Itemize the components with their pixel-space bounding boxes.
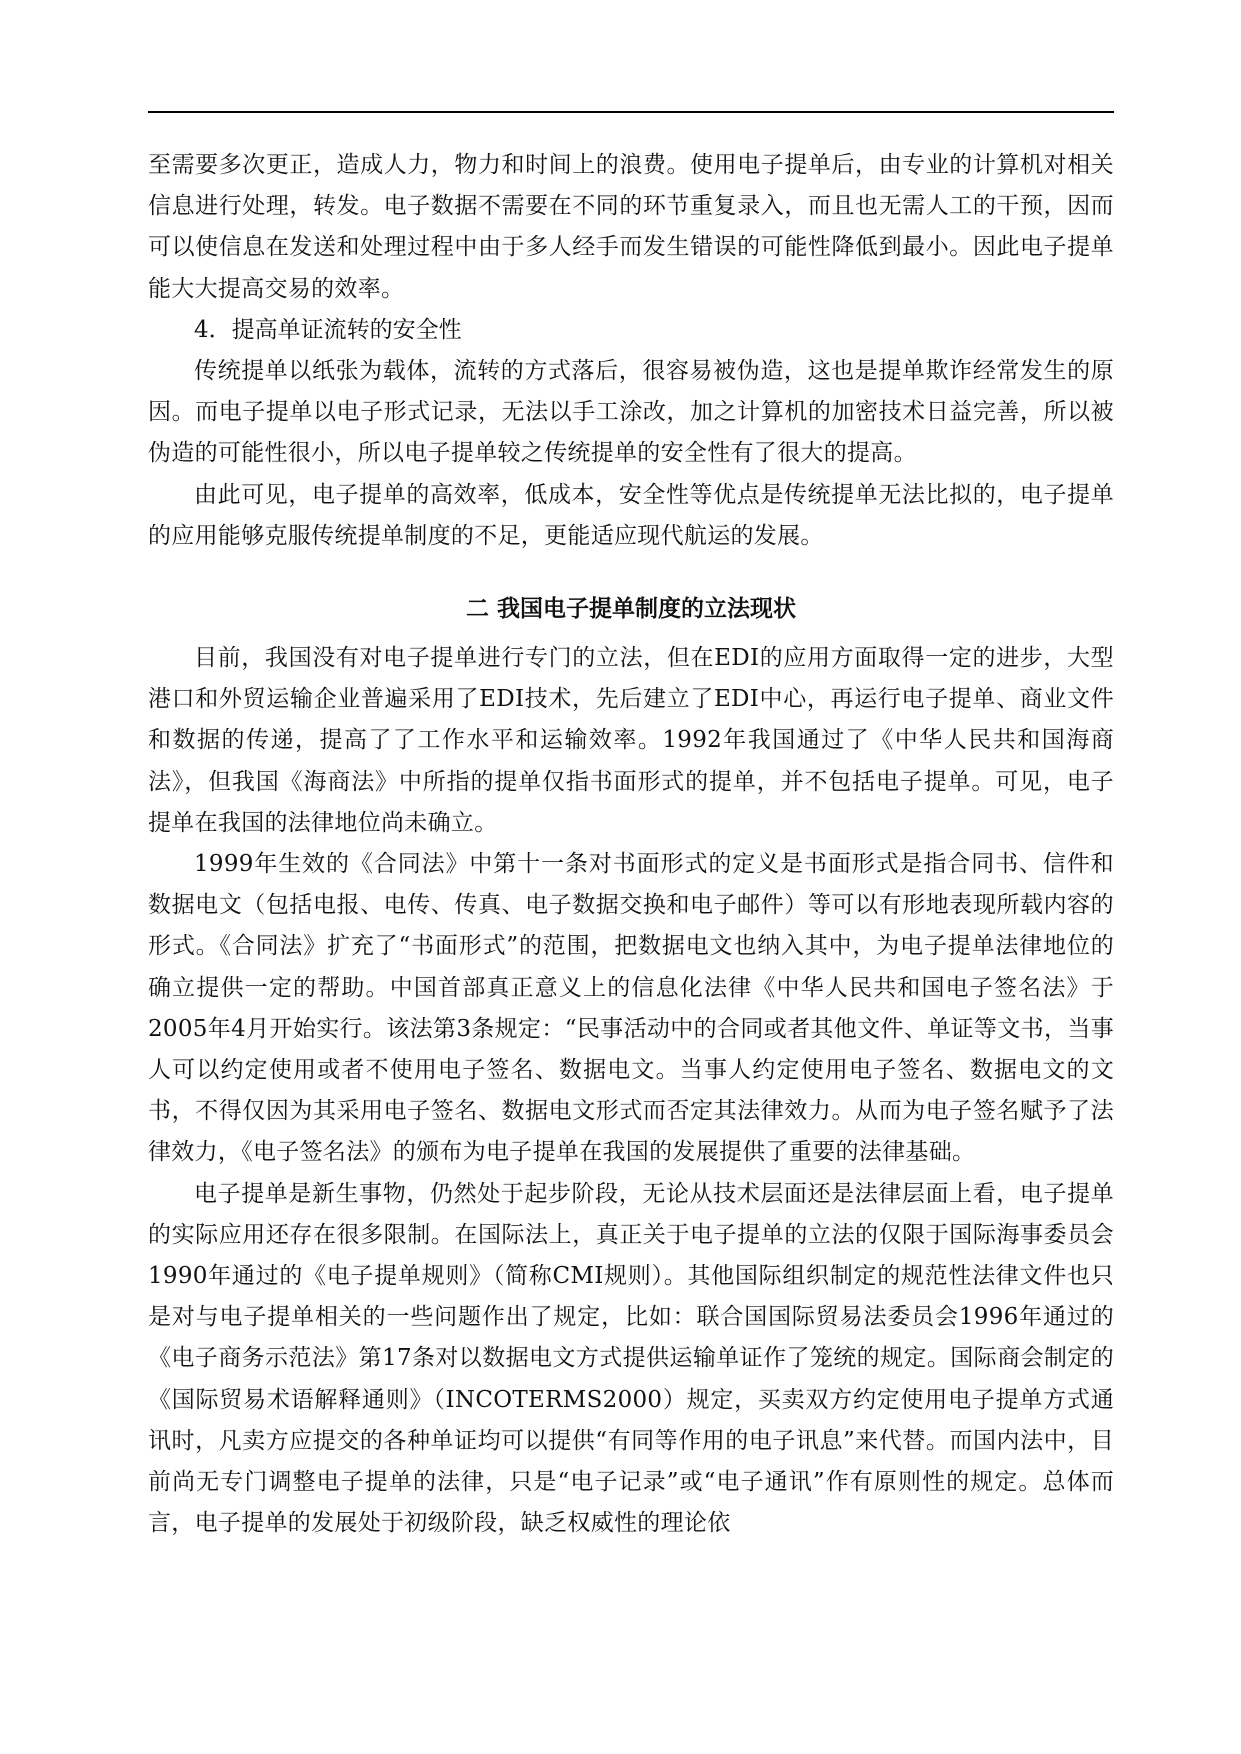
paragraph-legislation-status: 目前，我国没有对电子提单进行专门的立法，但在EDI的应用方面取得一定的进步，大型港口和外贸运输企业普遍采用了EDI技术，先后建立了EDI中心，再运行电子提单、商业文件和数据的传递，提高了了工作水平和运输效率。1992年我国通过了《中华人民共和国海商法》，但我国《海商法》中所指的提单仅指书面形式的提单，并不包括电子提单。可见，电子提单在我国的法律地位尚未确立。	[148, 645, 1114, 836]
paragraph-international-law: 电子提单是新生事物，仍然处于起步阶段，无论从技术层面还是法律层面上看，电子提单的实际应用还存在很多限制。在国际法上，真正关于电子提单的立法的仅限于国际海事委员会1990年通过的《电子提单规则》（简称CMI规则）。其他国际组织制定的规范性法律文件也只是对与电子提单相关的一些问题作出了规定，比如：联合国国际贸易法委员会1996年通过的《电子商务示范法》第17条对以数据电文方式提供运输单证作了笼统的规定。国际商会制定的《国际贸易术语解释通则》（INCOTERMS2000）规定，买卖双方约定使用电子提单方式通讯时，凡卖方应提交的各种单证均可以提供“有同等作用的电子讯息”来代替。而国内法中，目前尚无专门调整电子提单的法律，只是“电子记录”或“电子通讯”作有原则性的规定。总体而言，电子提单的发展处于初级阶段，缺乏权威性的理论依	[148, 1180, 1114, 1537]
paragraph-continued: 至需要多次更正，造成人力，物力和时间上的浪费。使用电子提单后，由专业的计算机对相关信息进行处理，转发。电子数据不需要在不同的环节重复录入，而且也无需人工的干预，因而可以使信息在发送和处理过程中由于多人经手而发生错误的可能性降低到最小。因此电子提单能大大提高交易的效率。	[148, 152, 1114, 302]
section-title: 二 我国电子提单制度的立法现状	[465, 596, 796, 623]
header-rule	[148, 111, 1114, 113]
paragraph-security: 传统提单以纸张为载体，流转的方式落后，很容易被伪造，这也是提单欺诈经常发生的原因。而电子提单以电子形式记录，无法以手工涂改，加之计算机的加密技术日益完善，所以被伪造的可能性很小，所以电子提单较之传统提单的安全性有了很大的提高。	[148, 358, 1114, 467]
document-body	[148, 145, 1114, 1545]
subheading-item-4: 4．提高单证流转的安全性	[194, 316, 462, 343]
paragraph-contract-law: 1999年生效的《合同法》中第十一条对书面形式的定义是书面形式是指合同书、信件和数据电文（包括电报、电传、传真、电子数据交换和电子邮件）等可以有形地表现所载内容的形式。《合同法》扩充了“书面形式”的范围，把数据电文也纳入其中，为电子提单法律地位的确立提供一定的帮助。中国首部真正意义上的信息化法律《中华人民共和国电子签名法》于2005年4月开始实行。该法第3条规定：“民事活动中的合同或者其他文件、单证等文书，当事人可以约定使用或者不使用电子签名、数据电文。当事人约定使用电子签名、数据电文的文书，不得仅因为其采用电子签名、数据电文形式而否定其法律效力。从而为电子签名赋予了法律效力，《电子签名法》的颁布为电子提单在我国的发展提供了重要的法律基础。	[148, 851, 1114, 1166]
paragraph-conclusion: 由此可见，电子提单的高效率，低成本，安全性等优点是传统提单无法比拟的，电子提单的应用能够克服传统提单制度的不足，更能适应现代航运的发展。	[148, 481, 1114, 549]
